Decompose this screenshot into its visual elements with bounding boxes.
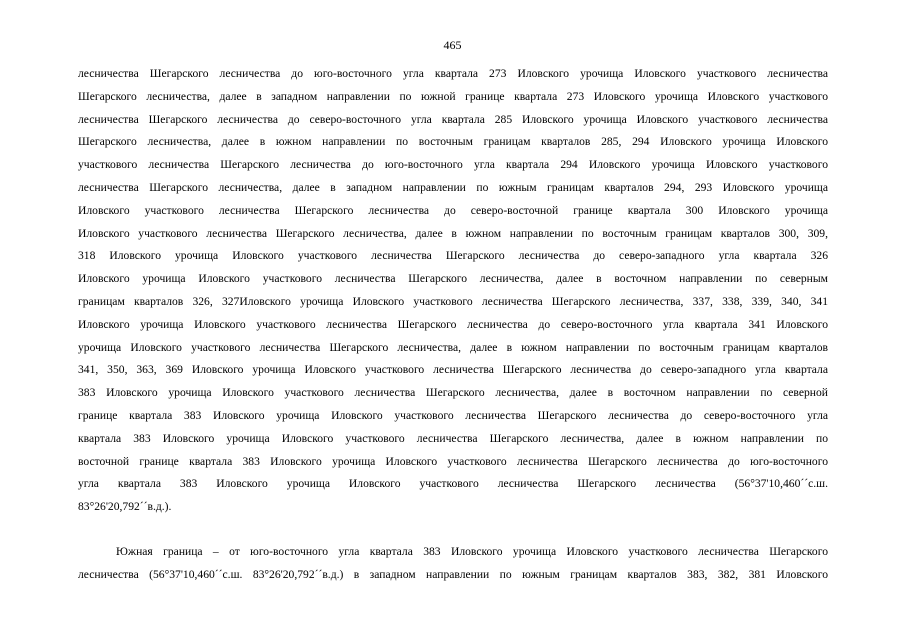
paragraph-northern-boundary-continuation xyxy=(78,67,828,523)
text-line: Шегарского лесничества, далее в западном направлении по южной границе квартала 273 Иловского урочища Иловского участкового xyxy=(78,89,828,103)
text-line: 83°26'20,792´´в.д.). xyxy=(78,500,172,514)
text-line: границе квартала 383 Иловского урочища Иловского участкового лесничества Шегарского лесничества до северо-восточного угла xyxy=(78,408,828,422)
text-line: участкового лесничества Шегарского лесничества до юго-восточного угла квартала 294 Иловского урочища Иловского участкового xyxy=(78,158,828,172)
text-line: угла квартала 383 Иловского урочища Иловского участкового лесничества Шегарского лесничества (56°37'10,460´´с.ш. xyxy=(78,477,828,491)
text-line: 383 Иловского урочища Иловского участкового лесничества Шегарского лесничества, далее в восточном направлении по северной xyxy=(78,386,828,400)
page-number: 465 xyxy=(443,38,462,52)
text-line: Южная граница – от юго-восточного угла квартала 383 Иловского урочища Иловского участкового лесничества Шегарского xyxy=(116,544,828,558)
text-line: лесничества Шегарского лесничества до юго-восточного угла квартала 273 Иловского урочища Иловского участкового лесничества xyxy=(78,67,828,80)
body-text xyxy=(78,67,828,591)
text-line: лесничества (56°37'10,460´´с.ш. 83°26'20,792´´в.д.) в западном направлении по южным границам кварталов 383, 382, 381 Иловского xyxy=(78,567,828,581)
text-line: урочища Иловского участкового лесничества Шегарского лесничества, далее в южном направлении по восточным границам кварталов xyxy=(78,340,828,354)
text-line: 318 Иловского урочища Иловского участкового лесничества Шегарского лесничества до северо-западного угла квартала 326 xyxy=(78,249,828,263)
text-line: Иловского участкового лесничества Шегарского лесничества до северо-восточной границе квартала 300 Иловского урочища xyxy=(78,203,828,217)
text-line: Шегарского лесничества, далее в южном направлении по восточным границам кварталов 285, 294 Иловского урочища Иловского xyxy=(78,135,828,149)
text-line: границам кварталов 326, 327Иловского урочища Иловского участкового лесничества Шегарского лесничества, 337, 338, 339, 340, 341 xyxy=(78,294,828,308)
text-line: Иловского участкового лесничества Шегарского лесничества, далее в южном направлении по восточным границам кварталов 300, 309, xyxy=(78,226,828,240)
text-line: квартала 383 Иловского урочища Иловского участкового лесничества Шегарского лесничества, далее в южном направлении по xyxy=(78,431,828,445)
paragraph-southern-boundary xyxy=(78,545,828,591)
paragraph-spacer xyxy=(78,523,828,545)
text-line: лесничества Шегарского лесничества до северо-восточного угла квартала 285 Иловского урочища Иловского участкового лесничества xyxy=(78,112,828,126)
text-line: 341, 350, 363, 369 Иловского урочища Иловского участкового лесничества Шегарского лесничества до северо-западного угла квартала xyxy=(78,363,828,377)
text-line: Иловского урочища Иловского участкового лесничества Шегарского лесничества, далее в восточном направлении по северным xyxy=(78,272,828,286)
text-line: Иловского урочища Иловского участкового лесничества Шегарского лесничества до северо-восточного угла квартала 341 Иловского xyxy=(78,317,828,331)
text-line: лесничества Шегарского лесничества, далее в западном направлении по южным границам кварталов 294, 293 Иловского урочища xyxy=(78,180,828,194)
text-line: восточной границе квартала 383 Иловского урочища Иловского участкового лесничества Шегарского лесничества до юго-восточного xyxy=(78,454,828,468)
